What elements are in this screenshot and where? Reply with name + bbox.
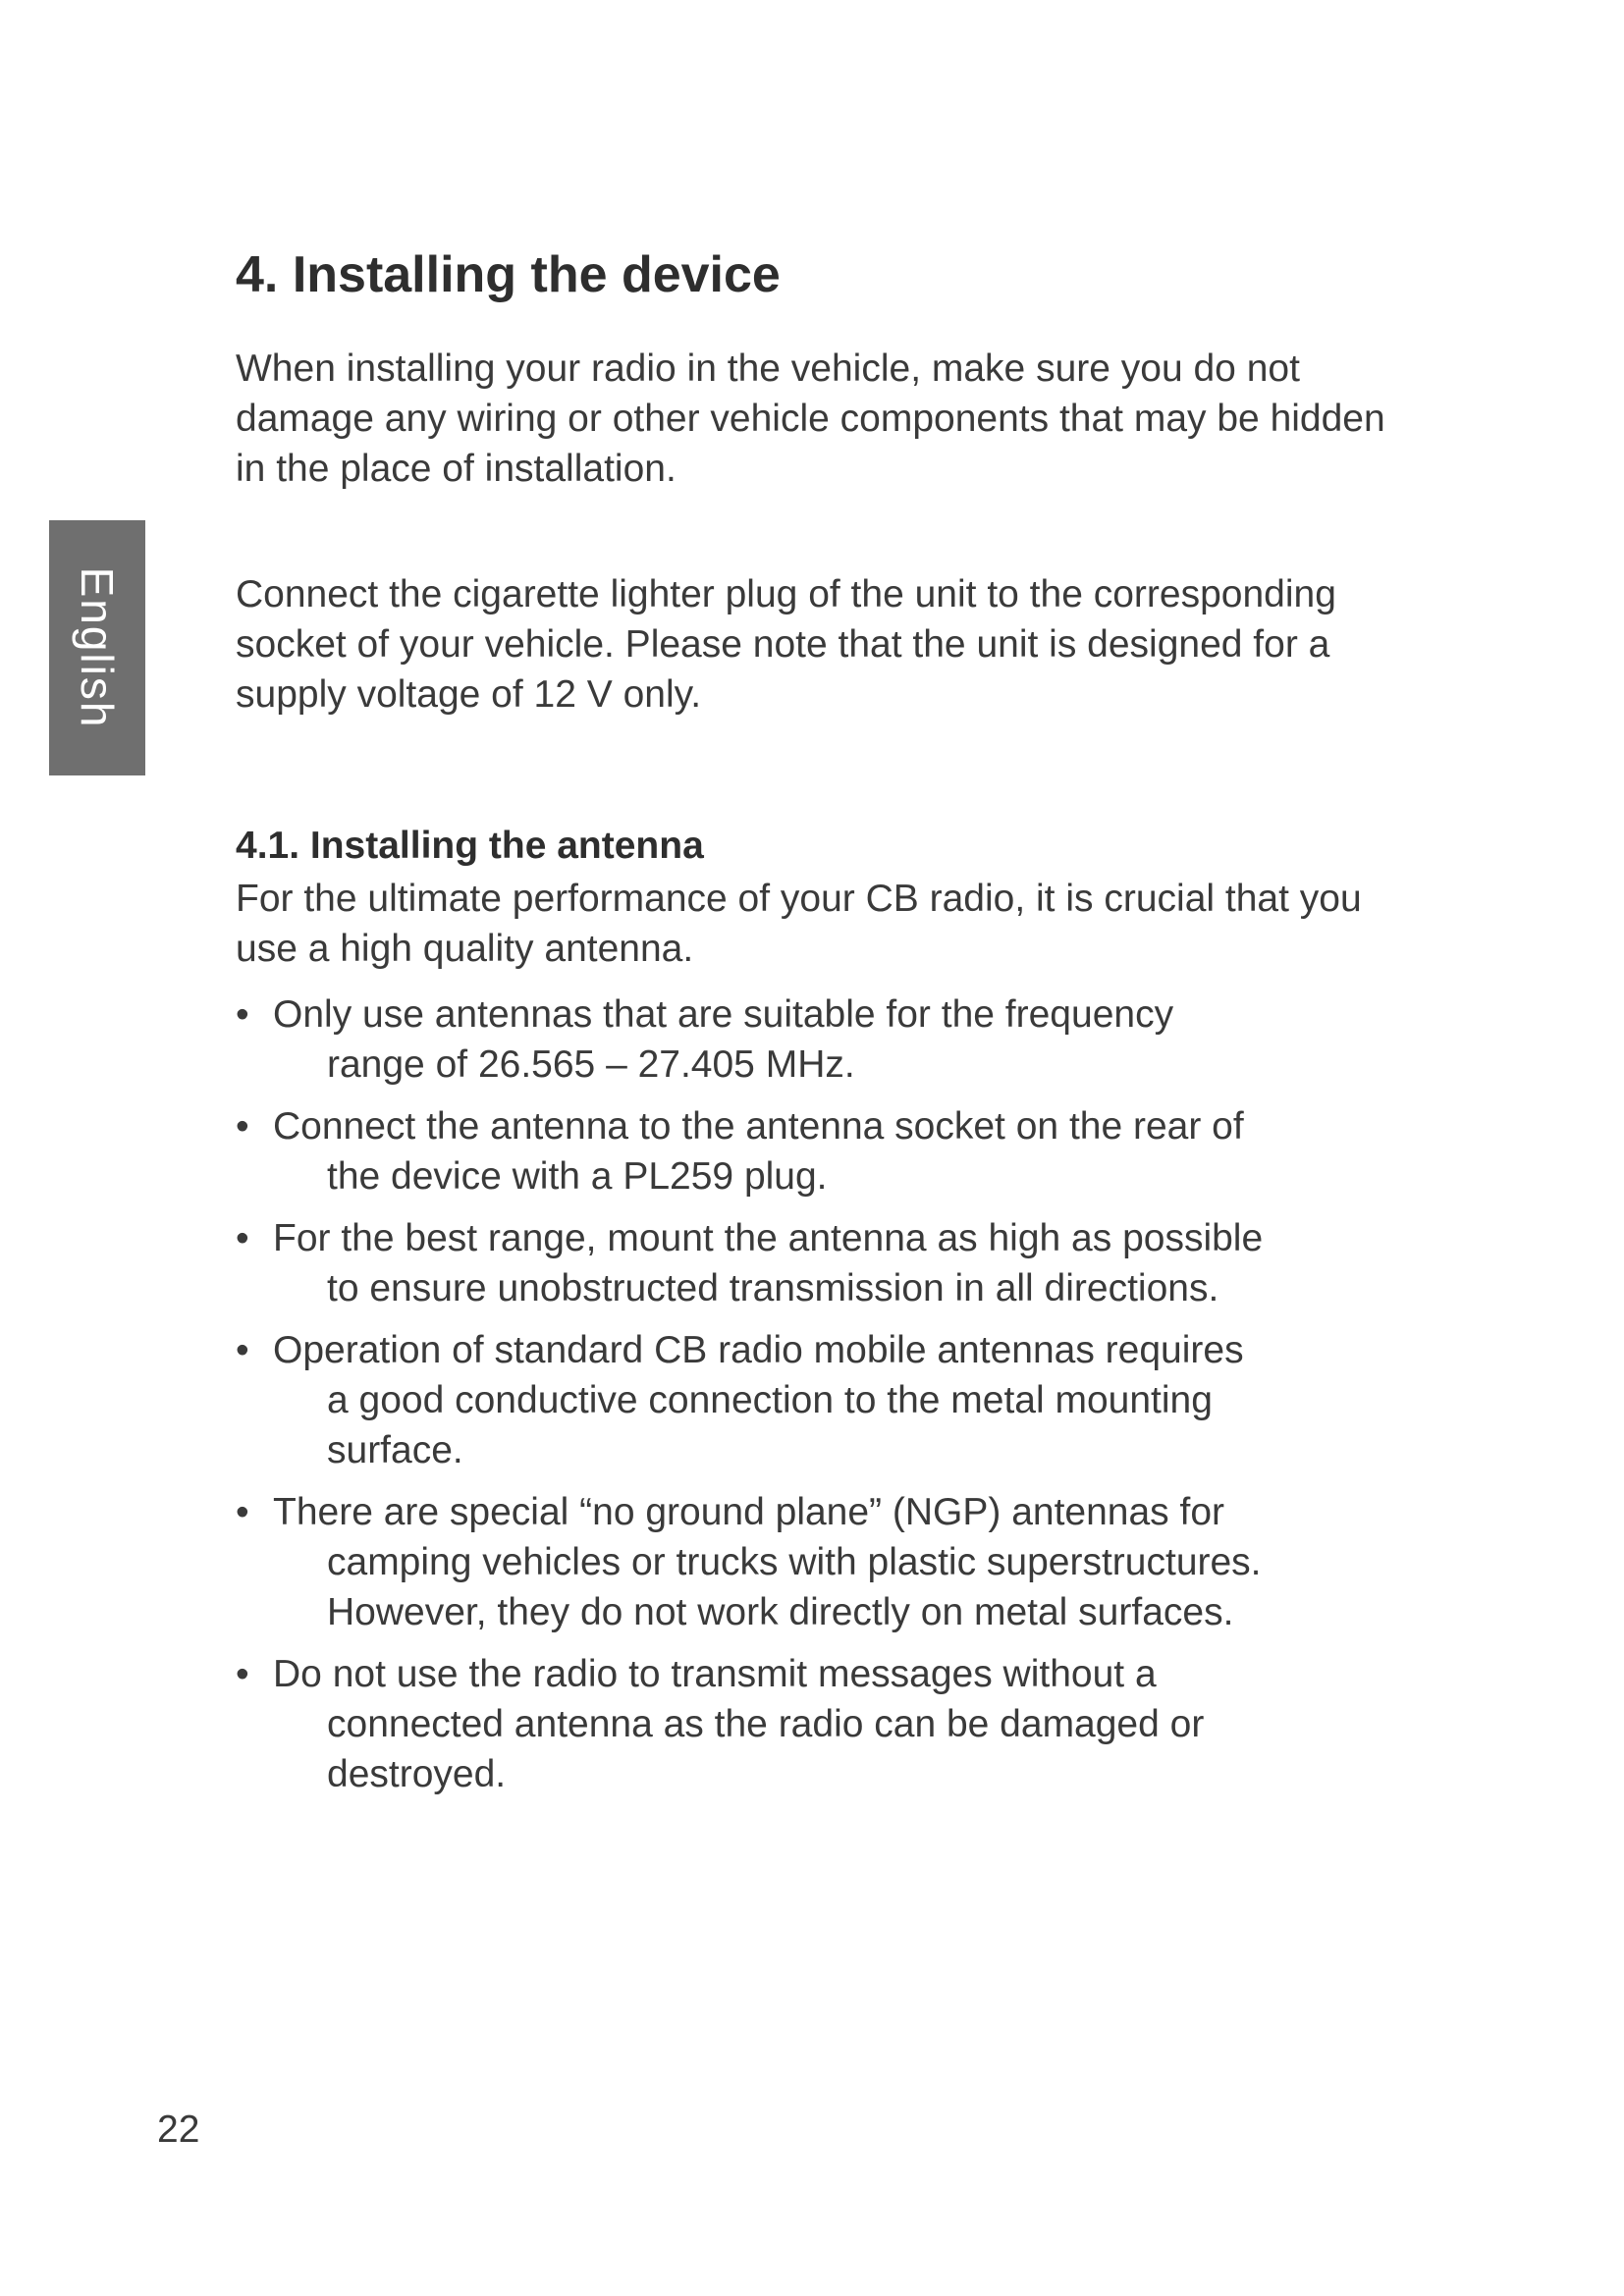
list-item-line: Only use antennas that are suitable for the frequency: [273, 993, 1174, 1036]
list-item: [236, 1487, 1414, 1637]
list-item: [236, 1325, 1414, 1475]
antenna-bullet-list: [236, 989, 1414, 1811]
subsection-title: 4.1. Installing the antenna: [236, 825, 704, 867]
bullet-icon: •: [236, 1653, 249, 1695]
language-tab: [49, 520, 145, 775]
list-item-line: Operation of standard CB radio mobile antennas requires: [273, 1329, 1244, 1371]
list-item-line: For the best range, mount the antenna as high as possible: [273, 1217, 1264, 1259]
list-item-line: Connect the antenna to the antenna socket on the rear of: [273, 1105, 1244, 1148]
list-item: [236, 1649, 1414, 1799]
list-item-line: camping vehicles or trucks with plastic superstructures.: [327, 1541, 1262, 1583]
list-item-line: There are special “no ground plane” (NGP) antennas for: [273, 1491, 1225, 1533]
list-item: [236, 1101, 1414, 1201]
bullet-icon: •: [236, 1105, 249, 1148]
bullet-icon: •: [236, 1491, 249, 1533]
bullet-icon: •: [236, 993, 249, 1036]
list-item: [236, 989, 1414, 1090]
page-number: 22: [157, 2109, 200, 2151]
bullet-icon: •: [236, 1329, 249, 1371]
bullet-icon: •: [236, 1217, 249, 1259]
list-item-line: a good conductive connection to the metal mounting: [327, 1379, 1213, 1421]
paragraph-installation-caution: When installing your radio in the vehicle, make sure you do not damage any wiring or other vehicle components that may be hidden in the place of installation.: [236, 347, 1385, 490]
list-item-line: connected antenna as the radio can be damaged or: [327, 1703, 1205, 1745]
list-item-line: to ensure unobstructed transmission in all directions.: [327, 1267, 1219, 1309]
list-item-line: surface.: [327, 1429, 463, 1471]
list-item-line: range of 26.565 – 27.405 MHz.: [327, 1043, 855, 1086]
section-title: 4. Installing the device: [236, 246, 781, 303]
language-tab-label: English: [72, 566, 123, 729]
list-item-line: However, they do not work directly on metal surfaces.: [327, 1591, 1234, 1633]
paragraph-antenna-intro: For the ultimate performance of your CB radio, it is crucial that you use a high quality antenna.: [236, 878, 1362, 970]
list-item: [236, 1213, 1414, 1313]
list-item-line: Do not use the radio to transmit messages without a: [273, 1653, 1157, 1695]
paragraph-power-supply: Connect the cigarette lighter plug of the unit to the corresponding socket of your vehicle. Please note that the unit is designed for a supply voltage of 12 V only.: [236, 573, 1336, 716]
list-item-line: destroyed.: [327, 1753, 507, 1795]
list-item-line: the device with a PL259 plug.: [327, 1155, 828, 1198]
